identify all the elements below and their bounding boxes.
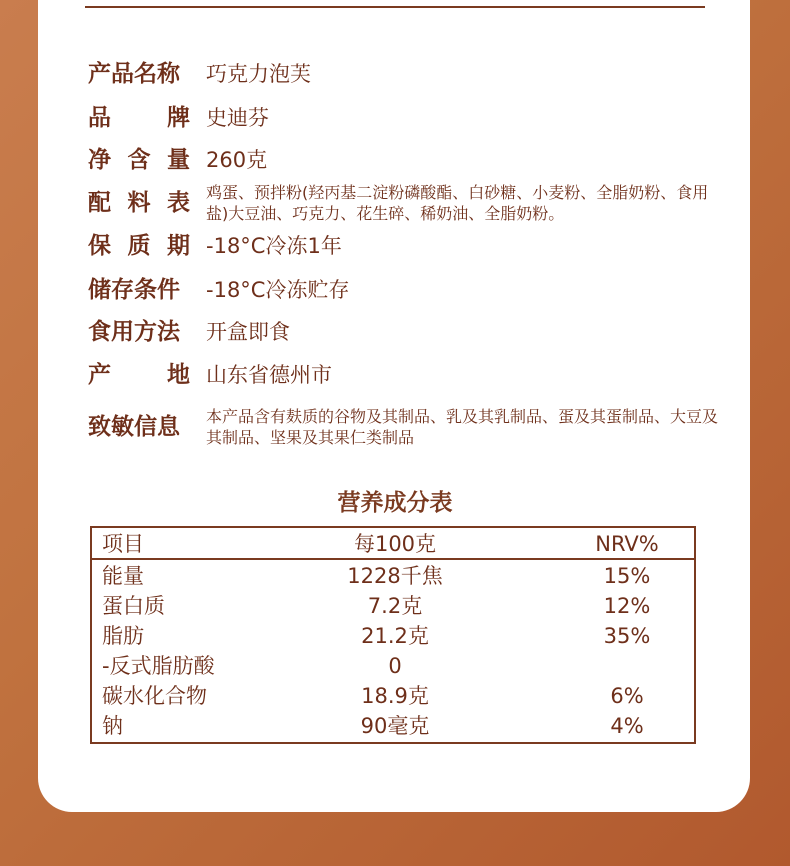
info-label: 食用方法: [88, 319, 180, 345]
table-cell: 能量: [102, 564, 144, 588]
label-char: 牌: [167, 105, 190, 131]
info-label: [88, 148, 190, 172]
label-char: 配: [88, 190, 111, 216]
info-value: 史迪芬: [206, 106, 269, 130]
info-value: 260克: [206, 148, 268, 172]
table-header-cell: NRV%: [595, 532, 659, 556]
nutrition-header-divider: [92, 558, 694, 560]
table-cell: 35%: [603, 624, 651, 648]
table-cell: 脂肪: [102, 624, 144, 648]
label-char: 质: [127, 233, 151, 259]
table-cell: 6%: [610, 684, 644, 708]
info-value: 本产品含有麸质的谷物及其制品、乳及其乳制品、蛋及其蛋制品、大豆及其制品、坚果及其果仁类制品: [206, 407, 719, 447]
table-cell: 1228千焦: [347, 564, 443, 588]
info-value: -18°C冷冻1年: [206, 234, 342, 258]
table-cell: 0: [388, 654, 402, 678]
table-cell: 蛋白质: [102, 594, 165, 618]
info-value: 巧克力泡芙: [206, 62, 311, 86]
table-cell: 90毫克: [360, 714, 430, 738]
info-label: [88, 106, 190, 130]
label-char: 量: [167, 147, 190, 173]
table-cell: 7.2克: [367, 594, 423, 618]
top-divider: [85, 6, 705, 8]
table-cell: 钠: [102, 714, 123, 738]
label-char: 保: [88, 233, 111, 259]
info-value: 山东省德州市: [206, 363, 332, 387]
info-label: [88, 191, 190, 215]
info-label: [88, 234, 190, 258]
table-cell: -反式脂肪酸: [102, 654, 215, 678]
label-char: 期: [167, 233, 190, 259]
label-char: 净: [88, 147, 111, 173]
label-char: 品: [88, 105, 111, 131]
table-cell: 21.2克: [361, 624, 429, 648]
table-cell: 4%: [610, 714, 644, 738]
table-header-cell: 每100克: [353, 532, 437, 556]
label-char: 含: [127, 147, 151, 173]
label-char: 料: [127, 190, 151, 216]
table-cell: 15%: [603, 564, 651, 588]
label-char: 产: [88, 362, 111, 388]
info-label: 产品名称: [88, 61, 180, 87]
table-cell: 12%: [603, 594, 651, 618]
info-value: 开盒即食: [206, 320, 290, 344]
label-char: 地: [167, 362, 190, 388]
info-value: -18°C冷冻贮存: [206, 278, 350, 302]
table-cell: 碳水化合物: [102, 684, 207, 708]
info-label: 致敏信息: [88, 414, 180, 440]
nutrition-table: [90, 526, 696, 744]
table-header-cell: 项目: [102, 532, 144, 556]
nutrition-title: 营养成分表: [337, 490, 453, 516]
label-char: 表: [167, 190, 190, 216]
info-label: [88, 363, 190, 387]
table-cell: 18.9克: [361, 684, 429, 708]
info-label: 储存条件: [88, 277, 180, 303]
info-value: 鸡蛋、预拌粉(羟丙基二淀粉磷酸酯、白砂糖、小麦粉、全脂奶粉、食用盐)大豆油、巧克力、花生碎、稀奶油、全脂奶粉。: [206, 183, 709, 223]
